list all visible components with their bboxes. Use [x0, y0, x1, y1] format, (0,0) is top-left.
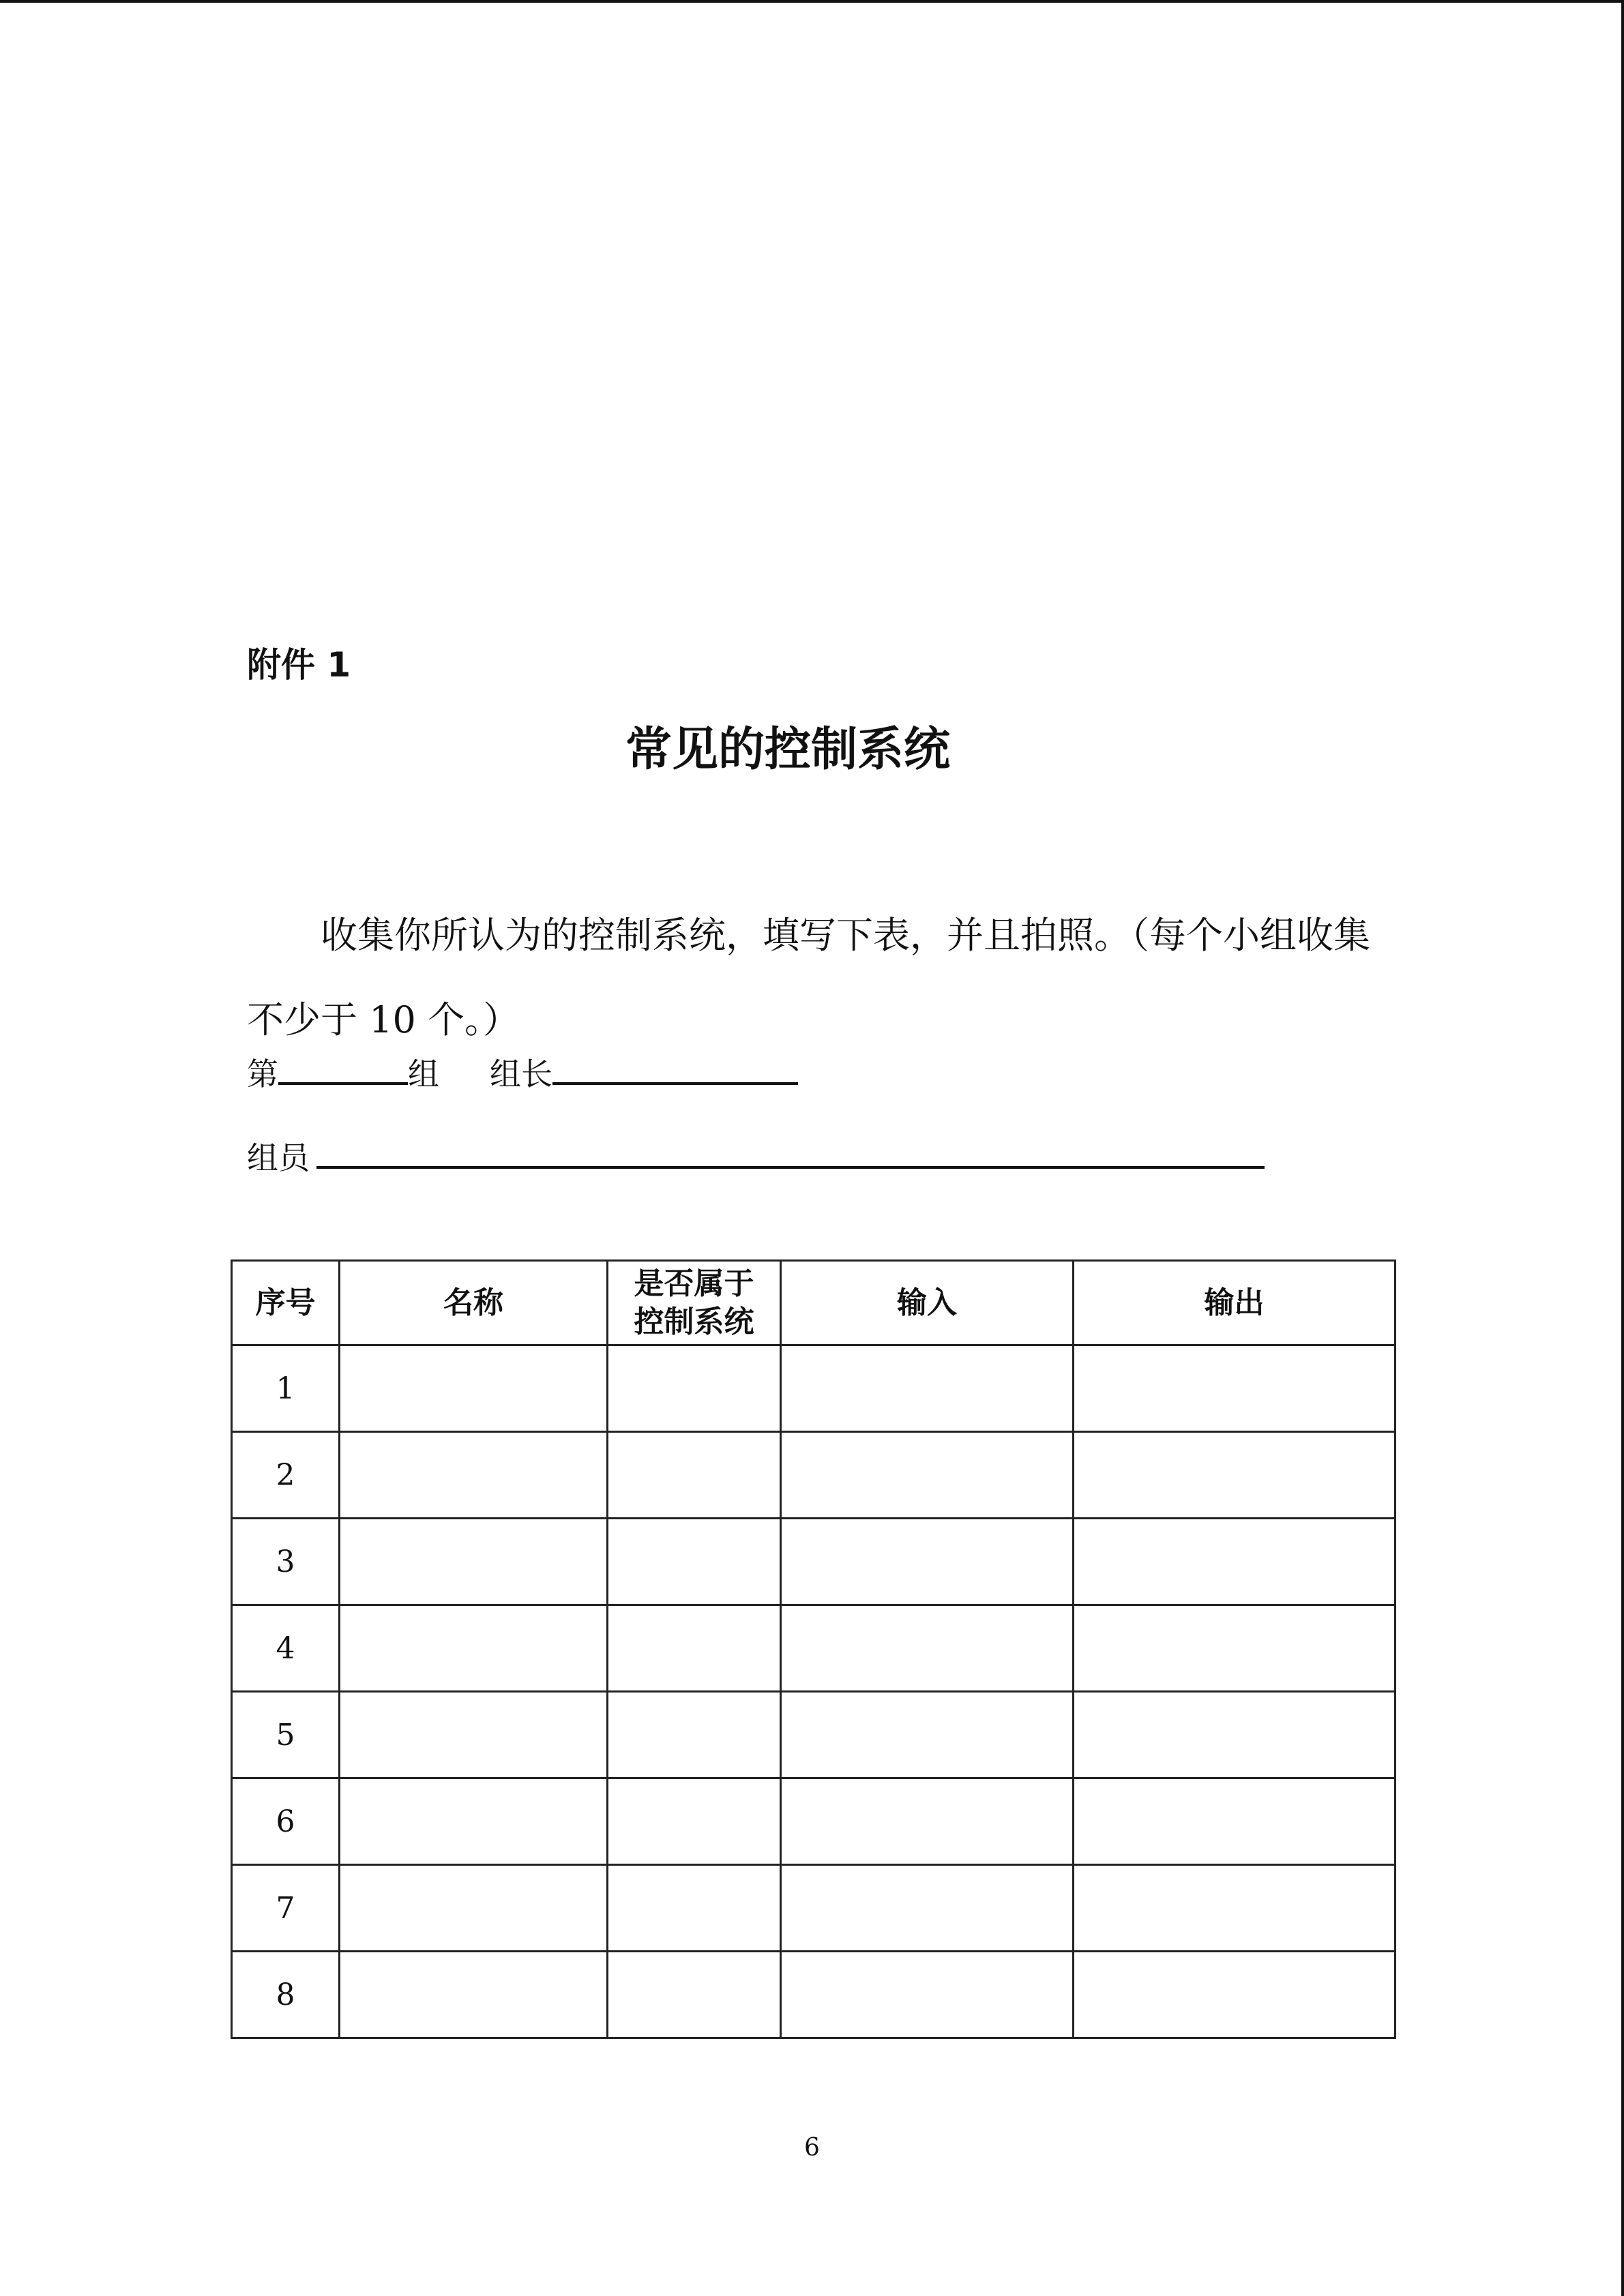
output-cell[interactable] [1074, 1605, 1396, 1692]
header-name: 名称 [340, 1261, 608, 1345]
control-system-table [231, 1259, 1396, 2039]
name-cell[interactable] [340, 1432, 608, 1519]
name-cell[interactable] [340, 1692, 608, 1778]
table-row [232, 1345, 1396, 1432]
header-output: 输出 [1074, 1261, 1396, 1345]
name-cell[interactable] [340, 1952, 608, 2038]
is-control-cell[interactable] [608, 1865, 781, 1952]
members-line [247, 1131, 1265, 1182]
table-row [232, 1865, 1396, 1952]
output-cell[interactable] [1074, 1778, 1396, 1865]
members-label: 组员 [247, 1139, 310, 1176]
output-cell[interactable] [1074, 1519, 1396, 1605]
instruction-paragraph: 收集你所认为的控制系统，填写下表，并且拍照。（每个小组收集不少于 10 个。） [247, 914, 1370, 1041]
is-control-cell[interactable] [608, 1692, 781, 1778]
header-is-control-line2: 控制系统 [634, 1304, 754, 1339]
row-index: 2 [232, 1432, 340, 1519]
input-cell[interactable] [781, 1952, 1074, 2038]
page-right-border [1621, 0, 1624, 2296]
input-cell[interactable] [781, 1865, 1074, 1952]
input-cell[interactable] [781, 1345, 1074, 1432]
input-cell[interactable] [781, 1692, 1074, 1778]
is-control-cell[interactable] [608, 1778, 781, 1865]
table-row [232, 1605, 1396, 1692]
page-number: 6 [804, 2134, 820, 2162]
group-number-field[interactable] [278, 1047, 408, 1085]
header-is-control-system [608, 1261, 781, 1345]
input-cell[interactable] [781, 1605, 1074, 1692]
header-input: 输入 [781, 1261, 1074, 1345]
row-index: 3 [232, 1519, 340, 1605]
name-cell[interactable] [340, 1605, 608, 1692]
header-is-control-line1: 是否属于 [634, 1266, 754, 1301]
name-cell[interactable] [340, 1519, 608, 1605]
output-cell[interactable] [1074, 1952, 1396, 2038]
is-control-cell[interactable] [608, 1952, 781, 2038]
input-cell[interactable] [781, 1432, 1074, 1519]
table-header-row [232, 1261, 1396, 1345]
row-index: 4 [232, 1605, 340, 1692]
group-prefix-label: 第 [247, 1056, 278, 1092]
group-suffix-label: 组 [408, 1056, 439, 1092]
table-row [232, 1519, 1396, 1605]
group-leader-line [247, 1047, 798, 1098]
page-top-border [0, 0, 1624, 3]
table-row [232, 1952, 1396, 2038]
output-cell[interactable] [1074, 1865, 1396, 1952]
name-cell[interactable] [340, 1345, 608, 1432]
table-row [232, 1778, 1396, 1865]
table-row [232, 1692, 1396, 1778]
row-index: 5 [232, 1692, 340, 1778]
is-control-cell[interactable] [608, 1432, 781, 1519]
name-cell[interactable] [340, 1778, 608, 1865]
is-control-cell[interactable] [608, 1519, 781, 1605]
attachment-label: 附件 1 [247, 645, 351, 685]
name-cell[interactable] [340, 1865, 608, 1952]
is-control-cell[interactable] [608, 1605, 781, 1692]
is-control-cell[interactable] [608, 1345, 781, 1432]
page-title: 常见的控制系统 [625, 723, 950, 777]
row-index: 1 [232, 1345, 340, 1432]
output-cell[interactable] [1074, 1692, 1396, 1778]
row-index: 6 [232, 1778, 340, 1865]
output-cell[interactable] [1074, 1345, 1396, 1432]
leader-name-field[interactable] [552, 1047, 798, 1085]
members-field[interactable] [316, 1131, 1265, 1169]
table-row [232, 1432, 1396, 1519]
input-cell[interactable] [781, 1519, 1074, 1605]
row-index: 8 [232, 1952, 340, 2038]
leader-label: 组长 [490, 1056, 552, 1092]
output-cell[interactable] [1074, 1432, 1396, 1519]
header-index: 序号 [232, 1261, 340, 1345]
row-index: 7 [232, 1865, 340, 1952]
input-cell[interactable] [781, 1778, 1074, 1865]
